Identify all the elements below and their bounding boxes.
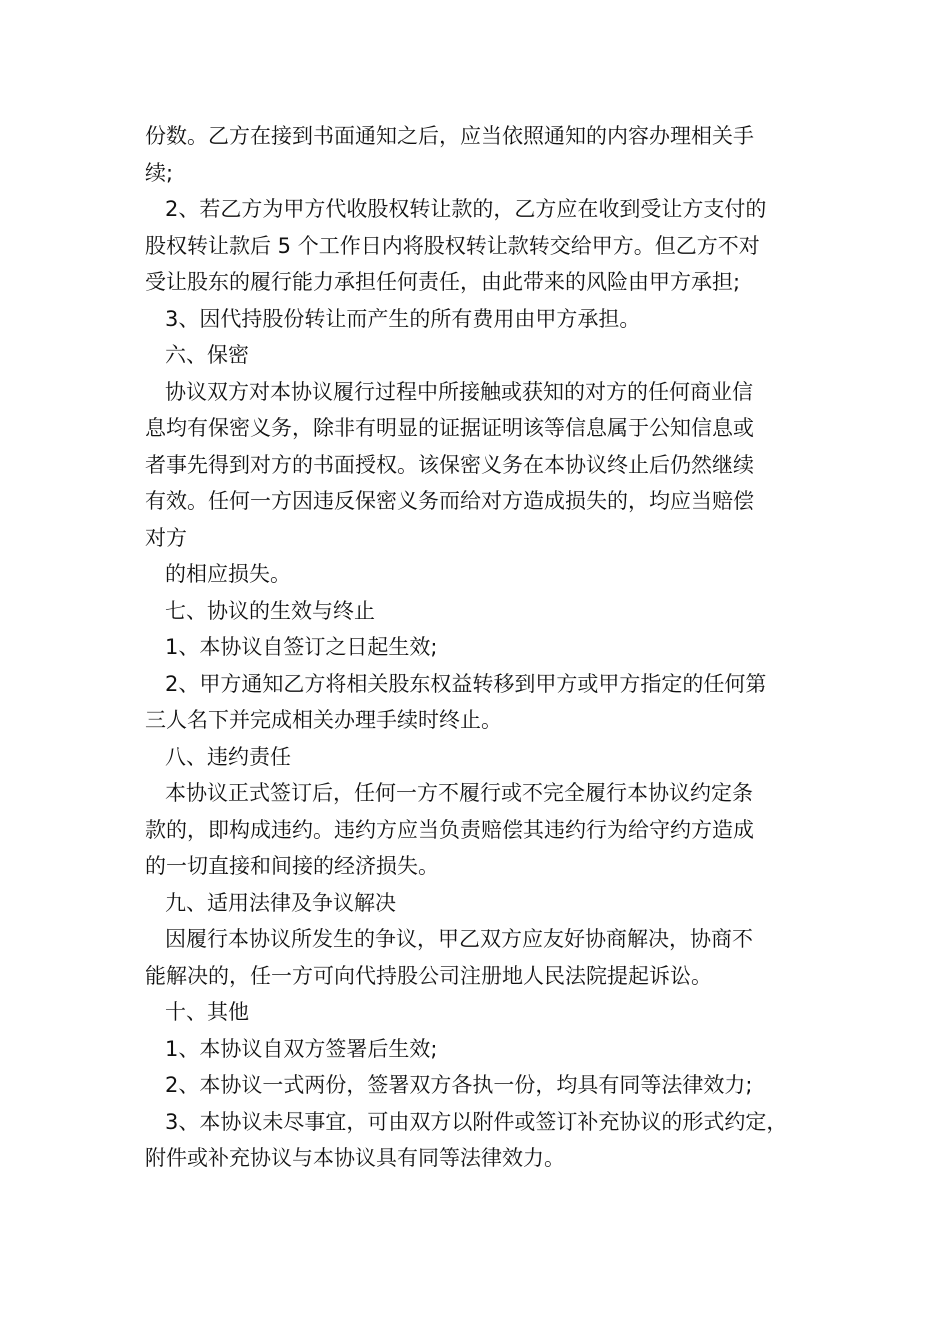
document-body xyxy=(145,118,825,1177)
text-line: 1、本协议自双方签署后生效; xyxy=(165,1036,438,1061)
text-line: 十、其他 xyxy=(165,1000,249,1024)
text-line: 1、本协议自签订之日起生效; xyxy=(165,635,438,659)
text-line: 有效。任何一方因违反保密义务而给对方造成损失的，均应当赔偿 xyxy=(145,489,754,513)
text-line: 九、适用法律及争议解决 xyxy=(165,890,396,915)
text-line: 2、若乙方为甲方代收股权转让款的，乙方应在收到受让方支付的 xyxy=(165,197,767,221)
text-line: 2、本协议一式两份，签署双方各执一份，均具有同等法律效力; xyxy=(165,1073,753,1097)
text-line: 本协议正式签订后，任何一方不履行或不完全履行本协议约定条 xyxy=(165,781,753,805)
text-line: 息均有保密义务，除非有明显的证据证明该等信息属于公知信息或 xyxy=(145,416,754,440)
text-line: 协议双方对本协议履行过程中所接触或获知的对方的任何商业信 xyxy=(165,379,753,404)
text-line: 对方 xyxy=(145,525,187,550)
text-line: 的相应损失。 xyxy=(165,562,291,586)
text-line: 份数。乙方在接到书面通知之后，应当依照通知的内容办理相关手 xyxy=(145,124,754,148)
text-line: 因履行本协议所发生的争议，甲乙双方应友好协商解决，协商不 xyxy=(165,927,753,951)
text-line: 受让股东的履行能力承担任何责任，由此带来的风险由甲方承担; xyxy=(145,270,741,294)
text-line: 七、协议的生效与终止 xyxy=(165,598,375,623)
text-line: 能解决的，任一方可向代持股公司注册地人民法院提起诉讼。 xyxy=(145,963,712,988)
text-line: 2、甲方通知乙方将相关股东权益转移到甲方或甲方指定的任何第 xyxy=(165,671,767,696)
text-line: 八、违约责任 xyxy=(165,744,291,769)
text-line: 股权转让款后 5 个工作日内将股权转让款转交给甲方。但乙方不对 xyxy=(145,233,760,258)
text-line: 款的，即构成违约。违约方应当负责赔偿其违约行为给守约方造成 xyxy=(145,817,754,842)
text-line: 三人名下并完成相关办理手续时终止。 xyxy=(145,708,502,732)
text-line: 者事先得到对方的书面授权。该保密义务在本协议终止后仍然继续 xyxy=(145,452,754,477)
text-line: 3、本协议未尽事宜，可由双方以附件或签订补充协议的形式约定， xyxy=(165,1109,788,1134)
text-line: 续; xyxy=(145,160,174,185)
text-line: 的一切直接和间接的经济损失。 xyxy=(145,854,439,878)
text-line: 附件或补充协议与本协议具有同等法律效力。 xyxy=(145,1146,565,1170)
text-line: 六、保密 xyxy=(165,343,249,367)
text-line: 3、因代持股份转让而产生的所有费用由甲方承担。 xyxy=(165,306,641,331)
